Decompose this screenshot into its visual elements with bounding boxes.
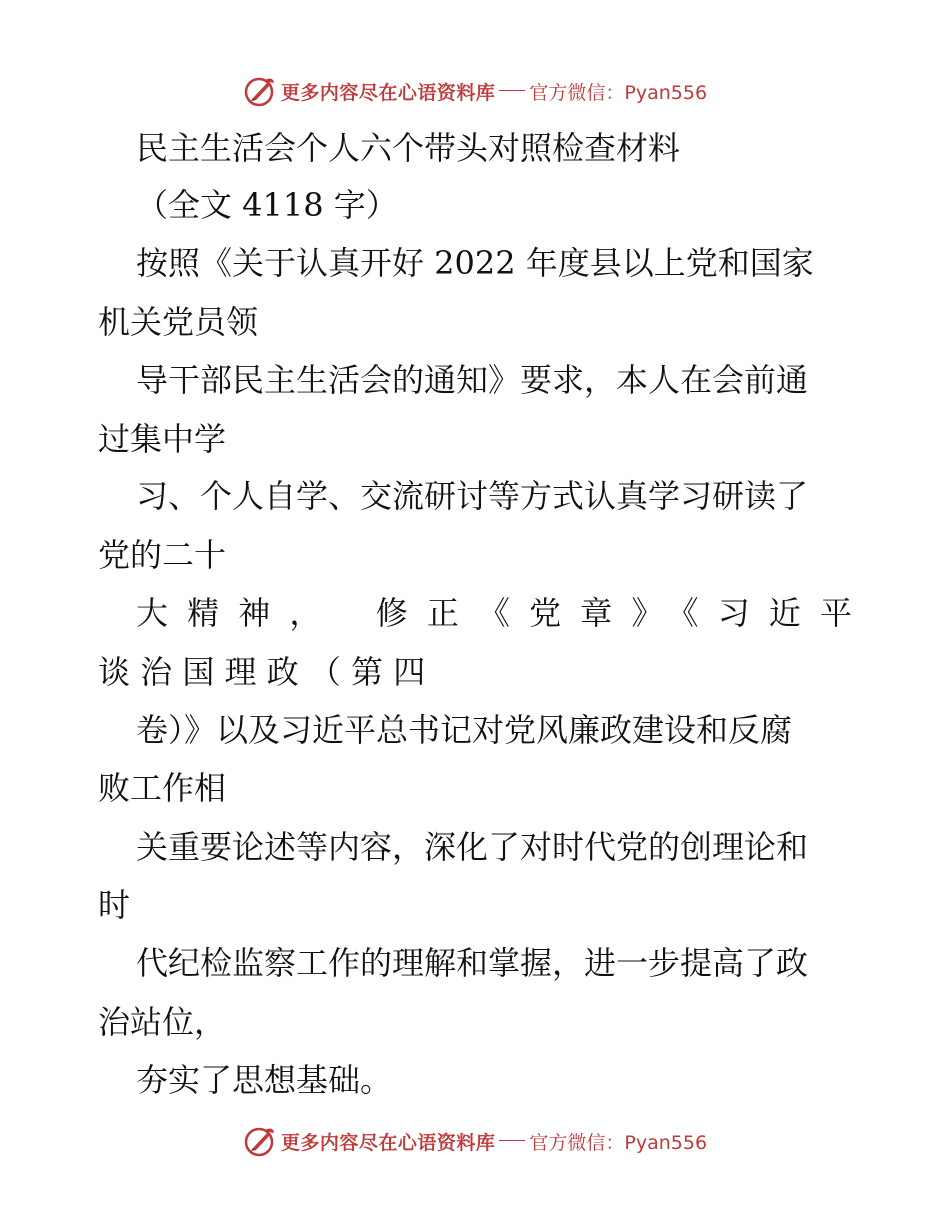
body-line: 习、个人自学、交流研讨等方式认真学习研读了 <box>136 477 809 515</box>
body-line: 时 <box>98 886 131 924</box>
body-line: 治站位， <box>98 1003 227 1041</box>
watermark-wechat-text: 官方微信：Pyan556 <box>529 81 708 104</box>
red-quill-logo-icon <box>243 74 277 108</box>
watermark-wechat-text: 官方微信：Pyan556 <box>529 1131 708 1154</box>
body-line: 关重要论述等内容，深化了对时代党的创理论和 <box>136 828 809 866</box>
body-line: 谈 治 国 理 政 （ 第 四 <box>98 653 426 691</box>
watermark-dash <box>499 90 525 91</box>
body-line: 大精神， 修正《党章》《习近平 <box>136 594 852 632</box>
body-line: 机关党员领 <box>98 303 259 341</box>
red-quill-logo-icon <box>243 1124 277 1158</box>
body-line: 败工作相 <box>98 769 227 807</box>
document-word-count: （全文 4118 字） <box>136 186 398 224</box>
body-line: 过集中学 <box>98 420 227 458</box>
body-line: 夯实了思想基础。 <box>136 1061 393 1099</box>
body-line: 导干部民主生活会的通知》要求，本人在会前通 <box>136 361 809 399</box>
watermark-site-text: 更多内容尽在心语资料库 <box>280 1131 496 1154</box>
body-line: 党的二十 <box>98 536 227 574</box>
watermark-site-text: 更多内容尽在心语资料库 <box>280 81 496 104</box>
watermark-dash <box>499 1140 525 1141</box>
body-line: 按照《关于认真开好 2022 年度县以上党和国家 <box>136 244 814 282</box>
watermark-banner-top <box>0 71 950 111</box>
body-line: 卷）》以及习近平总书记对党风廉政建设和反腐 <box>136 711 793 749</box>
watermark-banner-bottom <box>0 1121 950 1161</box>
body-line: 代纪检监察工作的理解和掌握，进一步提高了政 <box>136 944 809 982</box>
document-title: 民主生活会个人六个带头对照检查材料 <box>136 129 681 167</box>
